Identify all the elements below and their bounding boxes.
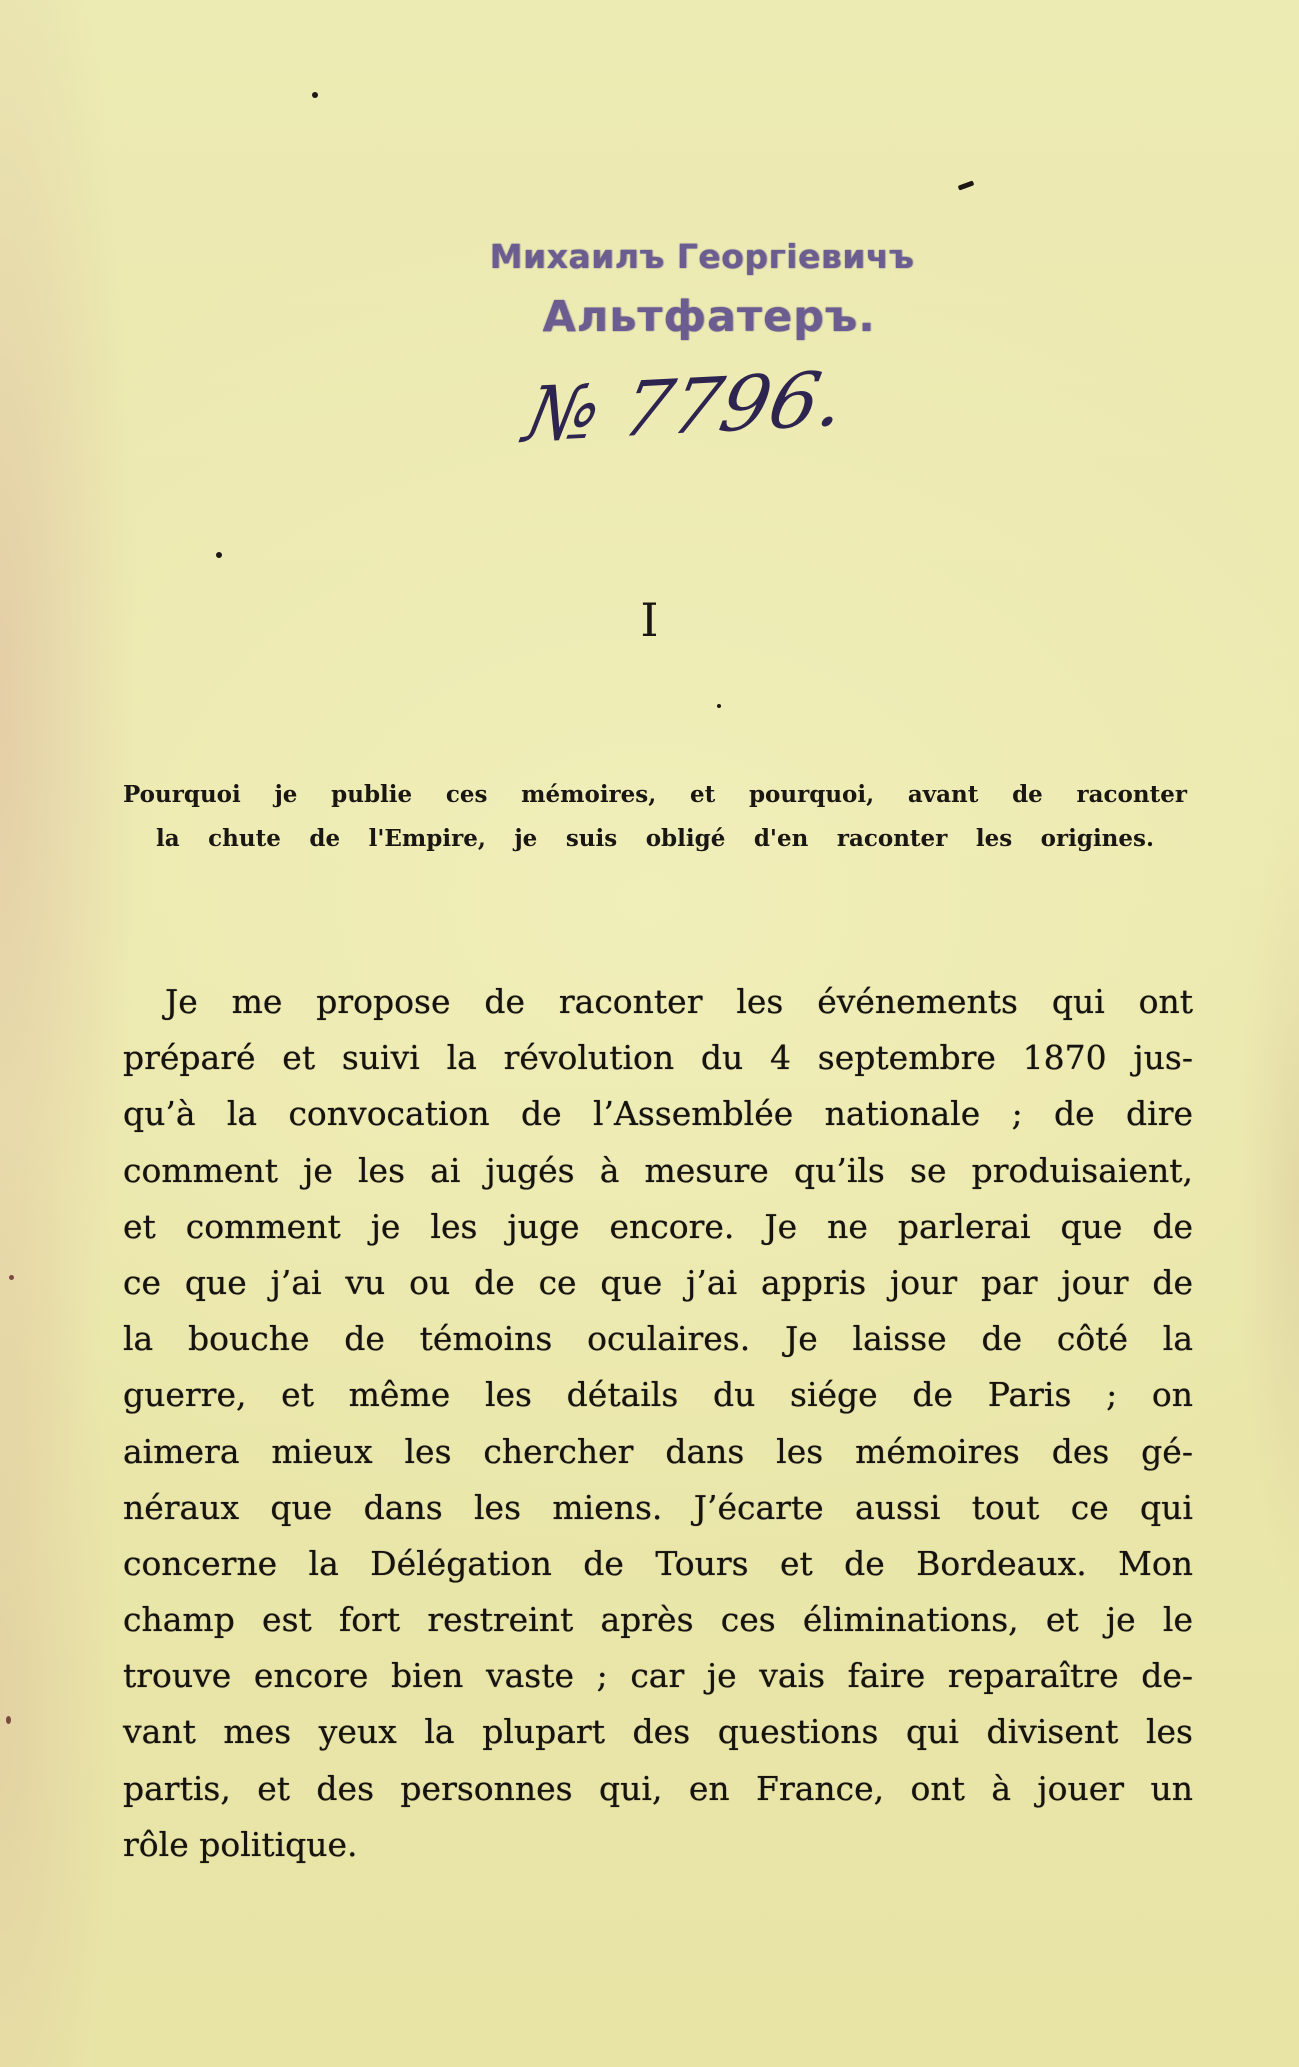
- ownership-stamp-surname: Альтфатеръ.: [542, 292, 876, 342]
- chapter-numeral: I: [640, 593, 659, 647]
- ink-speck: [717, 704, 721, 708]
- body-line: ce que j’ai vu ou de ce que j’ai appris jour par jour de: [123, 1262, 1193, 1302]
- ink-speck: [312, 92, 318, 98]
- body-line: Je me propose de raconter les événements qui ont: [165, 982, 1193, 1021]
- body-line: concerne la Délégation de Tours et de Bordeaux. Mon: [123, 1543, 1193, 1583]
- ink-speck: [958, 180, 975, 190]
- ownership-stamp-name: Михаилъ Георгіевичъ: [489, 237, 915, 276]
- body-line: la bouche de témoins oculaires. Je laisse de côté la: [123, 1319, 1193, 1359]
- handwritten-inventory-number: № 7796.: [517, 353, 853, 460]
- body-line: qu’à la convocation de l’Assemblée nationale ; de dire: [123, 1094, 1193, 1134]
- chapter-summary-line: Pourquoi je publie ces mémoires, et pourquoi, avant de raconter: [123, 781, 1187, 808]
- ink-speck: [9, 1275, 14, 1280]
- ink-speck: [216, 552, 222, 558]
- ink-speck: [6, 1716, 11, 1724]
- body-paragraph: [123, 974, 1193, 1873]
- body-line: aimera mieux les chercher dans les mémoires des gé-: [123, 1431, 1193, 1471]
- body-line: partis, et des personnes qui, en France, ont à jouer un: [123, 1768, 1193, 1808]
- body-line: néraux que dans les miens. J’écarte aussi tout ce qui: [123, 1487, 1193, 1527]
- body-line: guerre, et même les détails du siége de Paris ; on: [123, 1375, 1193, 1415]
- body-line: comment je les ai jugés à mesure qu’ils se produisaient,: [123, 1150, 1193, 1190]
- chapter-summary-line: la chute de l'Empire, je suis obligé d'en raconter les origines.: [156, 825, 1154, 852]
- body-line: et comment je les juge encore. Je ne parlerai que de: [123, 1206, 1193, 1246]
- body-line: vant mes yeux la plupart des questions qui divisent les: [123, 1712, 1193, 1752]
- body-line: préparé et suivi la révolution du 4 septembre 1870 jus-: [123, 1038, 1193, 1078]
- body-line: rôle politique.: [123, 1824, 358, 1864]
- body-line: trouve encore bien vaste ; car je vais faire reparaître de-: [123, 1656, 1193, 1696]
- body-line: champ est fort restreint après ces éliminations, et je le: [123, 1600, 1193, 1640]
